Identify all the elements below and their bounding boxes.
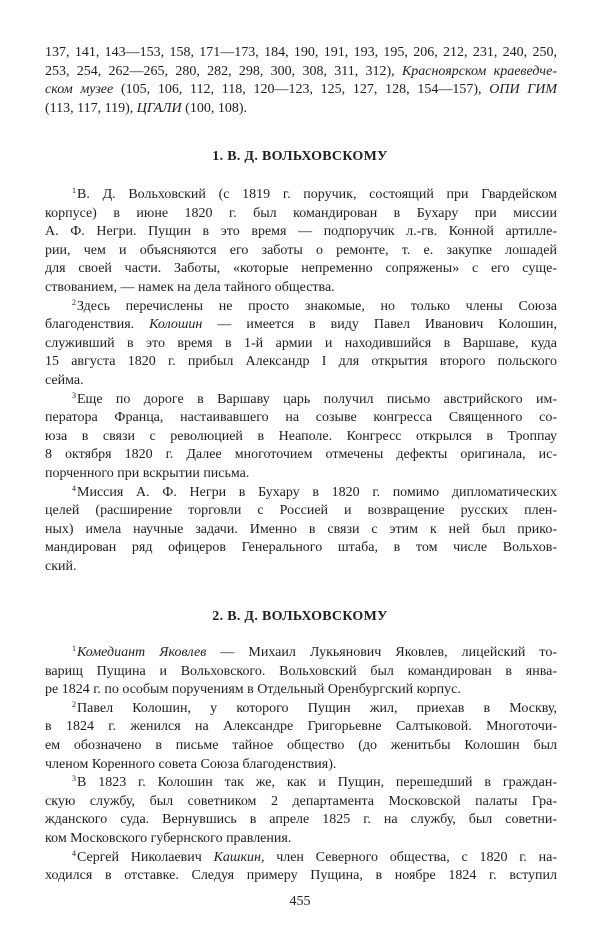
text-line xyxy=(45,774,557,793)
text-segment: 253, 254, 262—265, 280, 282, 298, 300, 308, 311, 312), xyxy=(45,63,402,79)
text-segment: сейма. xyxy=(45,372,84,388)
text-segment: порченного при вскрытии письма. xyxy=(45,465,250,481)
footnote-number: 4 xyxy=(72,848,76,858)
text-segment: Сергей Николаевич xyxy=(77,849,214,865)
text-line xyxy=(45,521,557,540)
text-line xyxy=(45,298,557,317)
text-line xyxy=(45,446,557,465)
text-segment: ходился в отставке. Следуя примеру Пущина, в ноябре 1824 г. вступил xyxy=(45,868,557,884)
page-number: 455 xyxy=(289,894,311,909)
text-line xyxy=(45,700,557,719)
text-line xyxy=(45,335,557,354)
text-segment: (100, 108). xyxy=(181,100,247,116)
text-segment: 8 октября 1820 г. Далее многоточием отмечены дефекты оригинала, ис- xyxy=(45,447,557,463)
text-segment: (105, 106, 112, 118, 120—123, 125, 127, 128, 154—157), xyxy=(113,82,490,98)
text-segment: член Северного общества, с 1820 г. на- xyxy=(264,849,557,865)
text-line xyxy=(45,681,557,700)
section-heading-1: 1. В. Д. ВОЛЬХОВСКОМУ xyxy=(212,149,388,164)
text-segment: ком Московского губернского правления. xyxy=(45,830,292,846)
text-line xyxy=(45,465,557,484)
text-line xyxy=(45,867,557,886)
footnote-paragraph xyxy=(45,700,557,774)
footnote-number: 1 xyxy=(72,644,76,653)
text-segment: рии, чем и объясняются его заботы о ремонте, т. е. закупке лошадей xyxy=(45,242,557,258)
text-segment: — имеется в виду Павел Иванович Колошин, xyxy=(202,317,557,333)
text-line xyxy=(45,502,557,521)
intro-paragraph xyxy=(45,44,557,118)
text-line xyxy=(45,63,557,82)
text-segment: В 1823 г. Колошин так же, как и Пущин, перешедший в граждан- xyxy=(77,775,557,791)
text-segment: ре 1824 г. по особым поручениям в Отдельный Оренбургский корпус. xyxy=(45,682,461,698)
text-segment: скую службу, был советником 2 департамента Московской палаты Гра- xyxy=(45,793,557,809)
text-line xyxy=(45,811,557,830)
text-line xyxy=(45,428,557,447)
text-segment: мандирован ряд офицеров Генерального штаба, в том числе Вольхов- xyxy=(45,540,557,556)
text-segment: благоденствия. xyxy=(45,317,150,333)
text-segment: корпусе) в июне 1820 г. был командирован в Бухару при миссии xyxy=(45,205,557,221)
footnote-paragraph xyxy=(45,186,557,298)
text-line xyxy=(45,718,557,737)
text-segment: служивший в это время в 1-й армии и находившийся в Варшаве, куда xyxy=(45,335,557,351)
text-line xyxy=(45,372,557,391)
italic-text-segment: ОПИ ГИМ xyxy=(489,82,557,98)
footnote-number: 2 xyxy=(72,699,76,709)
text-segment: ский. xyxy=(45,558,77,574)
text-line xyxy=(45,849,557,868)
text-segment: А. Ф. Негри. Пущин в это время — подпоручик л.-гв. Конной артилле- xyxy=(45,224,557,240)
footnote-paragraph xyxy=(45,849,557,886)
footnote-paragraph xyxy=(45,391,557,484)
text-line xyxy=(45,81,557,100)
text-line xyxy=(45,793,557,812)
text-segment: ствованием, — намек на дела тайного общества. xyxy=(45,279,335,295)
footnote-paragraph xyxy=(45,484,557,577)
text-line xyxy=(45,223,557,242)
footnote-number: 1 xyxy=(72,186,76,195)
text-segment: Здесь перечислены не просто знакомые, но только члены Союза xyxy=(77,298,557,314)
text-segment: жданского суда. Вернувшись в апреле 1825 г. на службу, был советни- xyxy=(45,812,557,828)
text-line xyxy=(45,830,557,849)
italic-text-segment: Кашкин, xyxy=(213,849,265,865)
italic-text-segment: Комедиант Яковлев xyxy=(77,645,207,660)
text-segment: — Михаил Лукьянович Яковлев, лицейский то- xyxy=(206,645,557,660)
text-line xyxy=(45,539,557,558)
text-segment: целей (расширение торговли с Россией и возвращение русских плен- xyxy=(45,503,557,519)
text-line xyxy=(45,279,557,298)
text-line xyxy=(45,316,557,335)
footnote-number: 4 xyxy=(72,483,76,493)
italic-text-segment: Колошин xyxy=(149,317,203,333)
footnote-number: 3 xyxy=(72,774,76,784)
text-segment: В. Д. Вольховский (с 1819 г. поручик, состоящий при Гвардейском xyxy=(77,187,557,202)
footnote-paragraph xyxy=(45,644,557,700)
italic-text-segment: ском музее xyxy=(45,82,114,98)
section-1-notes xyxy=(45,186,557,576)
text-line xyxy=(45,558,557,577)
text-line xyxy=(45,205,557,224)
text-segment: Миссия А. Ф. Негри в Бухару в 1820 г. помимо дипломатических xyxy=(77,484,557,500)
text-line xyxy=(45,391,557,410)
text-line xyxy=(45,186,557,205)
text-segment: членом Коренного совета Союза благоденствия). xyxy=(45,756,337,772)
text-segment: варищ Пущина и Вольховского. Вольховский был командирован в янва- xyxy=(45,663,557,679)
footnote-number: 3 xyxy=(72,390,76,400)
text-segment: для своей части. Заботы, «которые непременно сопряжены» с его суще- xyxy=(45,261,557,277)
text-segment: ем обозначено в письме тайное общество (до женитьбы Колошин был xyxy=(45,737,557,753)
footnote-paragraph xyxy=(45,774,557,848)
text-line xyxy=(45,737,557,756)
text-line xyxy=(45,100,557,119)
section-2-notes xyxy=(45,644,557,886)
text-line xyxy=(45,409,557,428)
section-heading-2: 2. В. Д. ВОЛЬХОВСКОМУ xyxy=(212,609,388,624)
footnote-number: 2 xyxy=(72,297,76,307)
text-line xyxy=(45,663,557,682)
text-segment: (113, 117, 119), xyxy=(45,100,137,116)
text-line xyxy=(45,242,557,261)
text-line xyxy=(45,484,557,503)
text-line xyxy=(45,260,557,279)
italic-text-segment: ЦГАЛИ xyxy=(136,100,182,116)
text-line xyxy=(45,44,557,63)
text-segment: 137, 141, 143—153, 158, 171—173, 184, 190, 191, 193, 195, 206, 212, 231, 240, 250, xyxy=(45,45,557,60)
text-line xyxy=(45,644,557,663)
text-segment: 15 августа 1820 г. прибыл Александр I для открытия второго польского xyxy=(45,354,557,370)
text-segment: Еще по дороге в Варшаву царь получил письмо австрийского им- xyxy=(77,391,557,407)
text-segment: Павел Колошин, у которого Пущин жил, приехав в Москву, xyxy=(77,700,557,716)
text-segment: ператора Франца, настаивавшего на созыве конгресса Священного со- xyxy=(45,410,557,426)
text-line xyxy=(45,756,557,775)
text-segment: юза в связи с революцией в Неаполе. Конгресс открылся в Троппау xyxy=(45,428,557,444)
text-line xyxy=(45,353,557,372)
footnote-paragraph xyxy=(45,298,557,391)
text-segment: ных) имела научные задачи. Именно в связи с этим к ней был прико- xyxy=(45,521,557,537)
italic-text-segment: Красноярском краеведче- xyxy=(401,63,557,79)
text-segment: в 1824 г. женился на Александре Григорьевне Салтыковой. Многоточи- xyxy=(45,719,557,735)
